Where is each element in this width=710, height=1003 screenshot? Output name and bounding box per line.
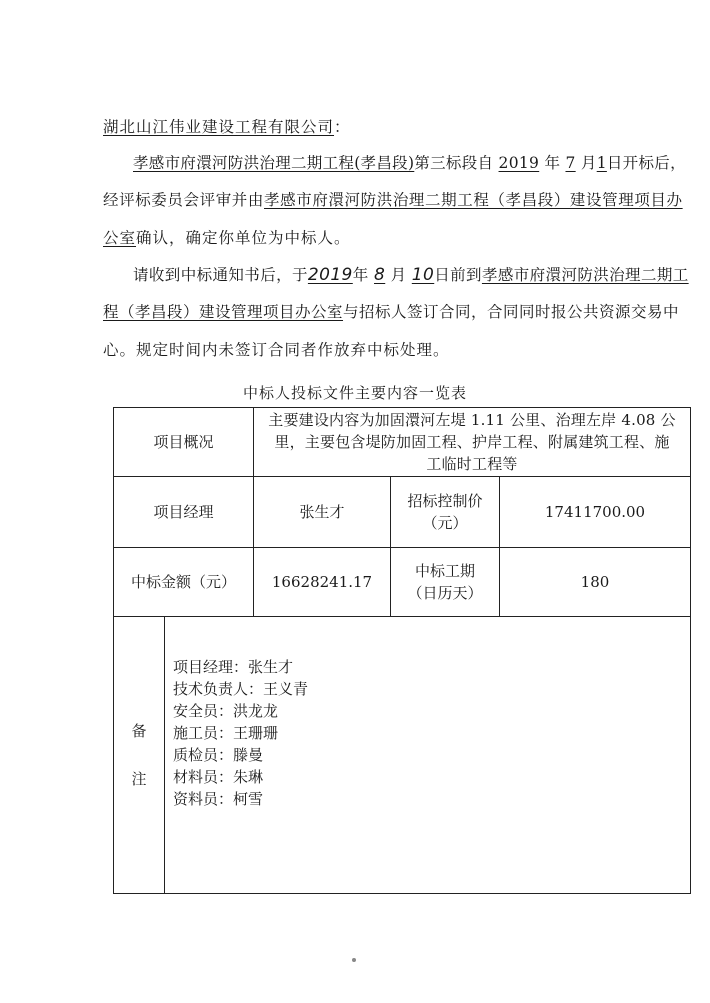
control-price-value: 17411700.00 [499, 476, 691, 548]
open-tail: 日开标后， [606, 154, 686, 172]
staff-item: 安全员：洪龙龙 [173, 702, 279, 720]
bid-amount-label: 中标金额（元） [113, 547, 254, 617]
office-name-2b: 程（孝昌段）建设管理项目办公室 [103, 303, 344, 321]
overview-line-3: 工临时工程等 [426, 455, 518, 473]
office-name-2a: 孝感市府澴河防洪治理二期工 [481, 266, 689, 284]
remark-label-cell [113, 616, 165, 894]
scan-dot [352, 958, 356, 962]
period-label-2: （日历天） [407, 584, 483, 602]
period-value: 180 [499, 547, 691, 617]
control-price-label-2: （元） [422, 514, 468, 532]
open-month-unit: 月 [580, 154, 597, 172]
staff-item: 技术负责人：王义青 [173, 680, 309, 698]
sign-month: 8 [374, 265, 386, 285]
contract-text: 与招标人签订合同，合同同时报公共资源交易中 [343, 303, 680, 321]
remark-label-1: 备 [131, 722, 147, 740]
office-name: 孝感市府澴河防洪治理二期工程（孝昌段）建设管理项目办 [264, 191, 683, 209]
paragraph1-line3 [103, 226, 351, 248]
overview-value [253, 407, 691, 477]
overview-label: 项目概况 [113, 407, 254, 477]
paragraph1-line1 [133, 151, 686, 173]
open-day: 1 [596, 154, 607, 172]
staff-item: 材料员：朱琳 [173, 768, 264, 786]
sign-month-unit: 月 [390, 266, 407, 284]
staff-item: 资料员：柯雪 [173, 790, 264, 808]
project-name: 孝感市府澴河防洪治理二期工程(孝昌段) [133, 154, 415, 172]
open-year: 2019 [498, 154, 540, 172]
open-month: 7 [565, 154, 576, 172]
overview-line-1: 主要建设内容为加固澴河左堤 1.11 公里、治理左岸 4.08 公 [268, 411, 676, 429]
staff-item: 质检员：滕曼 [173, 746, 264, 764]
confirm-text: 确认，确定你单位为中标人。 [136, 229, 351, 247]
open-year-unit: 年 [544, 154, 561, 172]
sign-day: 10 [411, 265, 435, 285]
paragraph1-line2 [103, 188, 683, 210]
addressee-line [103, 115, 351, 137]
paragraph2-line1 [133, 263, 689, 285]
remark-label-2: 注 [131, 770, 147, 788]
staff-item: 项目经理：张生才 [173, 658, 294, 676]
addressee-colon: ： [334, 118, 351, 136]
control-price-label [390, 476, 500, 548]
paragraph2-line2 [103, 300, 679, 322]
period-label [390, 547, 500, 617]
table-title: 中标人投标文件主要内容一览表 [242, 384, 467, 402]
pm-value: 张生才 [253, 476, 391, 548]
overview-line-2: 里，主要包含堤防加固工程、护岸工程、附属建筑工程、施 [274, 433, 670, 451]
sign-year: 2019 [307, 265, 353, 285]
review-text: 经评标委员会评审并由 [103, 191, 265, 209]
pm-label: 项目经理 [113, 476, 254, 548]
receive-text: 请收到中标通知书后，于 [133, 266, 308, 284]
section-text: 第三标段自 [414, 154, 494, 172]
expire-text: 心。规定时间内未签订合同者作放弃中标处理。 [103, 341, 450, 359]
sign-year-unit: 年 [352, 266, 369, 284]
period-label-1: 中标工期 [414, 562, 475, 580]
bid-amount-value: 16628241.17 [253, 547, 391, 617]
addressee: 湖北山江伟业建设工程有限公司 [103, 118, 335, 136]
paragraph2-line3 [103, 338, 450, 360]
office-name-cont: 公室 [103, 229, 137, 247]
deadline-text: 日前到 [434, 266, 482, 284]
staff-item: 施工员：王珊珊 [173, 724, 279, 742]
control-price-label-1: 招标控制价 [407, 492, 483, 510]
